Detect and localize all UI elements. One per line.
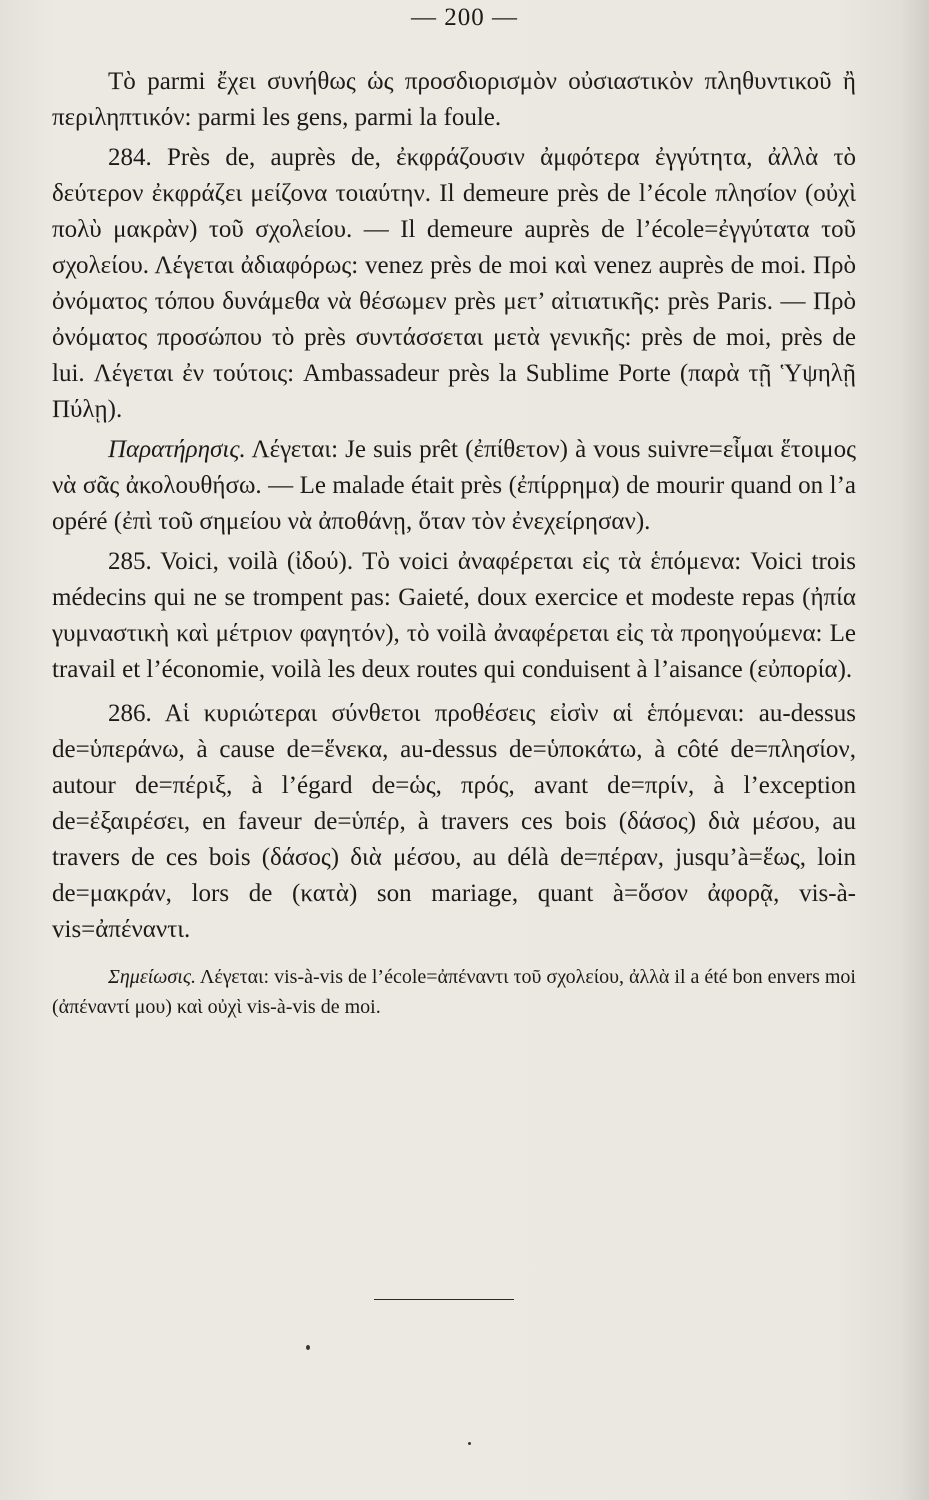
footnote [52, 962, 856, 1022]
print-speck [306, 1345, 310, 1350]
footnote-label: Σημείωσις. [108, 966, 196, 988]
page-gutter-shadow [901, 0, 929, 1500]
paragraph-284: 284. Près de, auprès de, ἐκφράζουσιν ἀμφότερα ἐγγύτητα, ἀλλὰ τὸ δεύτερον ἐκφράζει μείζονα τοιαύτην. Il demeure près de l’école πλησίον (οὐχὶ πολὺ μακρὰν) τοῦ σχολείου. — Il demeure auprès de l’école=ἐγγύτατα τοῦ σχολείου. Λέγεται ἀδιαφόρως: venez près de moi καὶ venez auprès de moi. Πρὸ ὀνόματος τόπου δυνάμεθα νὰ θέσωμεν près μετ’ αἰτιατικῆς: près Paris. — Πρὸ ὀνόματος προσώπου τὸ près συντάσσεται μετὰ γενικῆς: près de moi, près de lui. Λέγεται ἐν τούτοις: Ambassadeur près la Sublime Porte (παρὰ τῇ Ὑψηλῇ Πύλῃ). [52, 144, 856, 423]
footnote-text: Λέγεται: vis-à-vis de l’école=ἀπέναντι τοῦ σχολείου, ἀλλὰ il a été bon envers moi (ἀπέναντί μου) καὶ οὐχὶ vis-à-vis de moi. [52, 966, 856, 1018]
section-divider-rule [374, 1299, 514, 1300]
paragraph-parmi: Τὸ parmi ἔχει συνήθως ὡς προσδιορισμὸν οὐσιαστικὸν πληθυντικοῦ ἢ περιληπτικόν: parmi les gens, parmi la foule. [52, 68, 856, 131]
paragraph-286: 286. Αἱ κυριώτεραι σύνθετοι προθέσεις εἰσὶν αἱ ἑπόμεναι: au-dessus de=ὑπεράνω, à cause de=ἕνεκα, au-dessus de=ὑποκάτω, à côté de=πλησίον, autour de=πέριξ, à l’égard de=ὡς, πρός, avant de=πρίν, à l’exception de=ἐξαιρέσει, en faveur de=ὑπέρ, à travers ces bois (δάσος) διὰ μέσου, au travers de ces bois (δάσος) διὰ μέσου, au délà de=πέραν, jusqu’à=ἕως, loin de=μακράν, lors de (κατὰ) son mariage, quant à=ὅσον ἀφορᾷ, vis-à-vis=ἀπέναντι. [52, 700, 856, 943]
text-body [52, 64, 856, 1022]
page-number: — 200 — [411, 4, 518, 31]
paragraph-remark [52, 432, 856, 540]
paragraph-285: 285. Voici, voilà (ἰδού). Τὸ voici ἀναφέρεται εἰς τὰ ἑπόμενα: Voici trois médecins qui ne se trompent pas: Gaieté, doux exercice et modeste repas (ἠπία γυμναστικὴ καὶ μέτριον φαγητόν), τὸ voilà ἀναφέρεται εἰς τὰ προηγούμενα: Le travail et l’économie, voilà les deux routes qui conduisent à l’aisance (εὐπορία). [52, 548, 856, 683]
remark-label: Παρατήρησις. [108, 436, 246, 463]
remark-text: Λέγεται: Je suis prêt (ἐπίθετον) à vous suivre=εἶμαι ἕτοιμος νὰ σᾶς ἀκολουθήσω. — Le malade était près (ἐπίρρημα) de mourir quand on l’a opéré (ἐπὶ τοῦ σημείου νὰ ἀποθάνῃ, ὅταν τὸν ἐνεχείρησαν). [52, 436, 856, 535]
print-speck [468, 1442, 471, 1445]
